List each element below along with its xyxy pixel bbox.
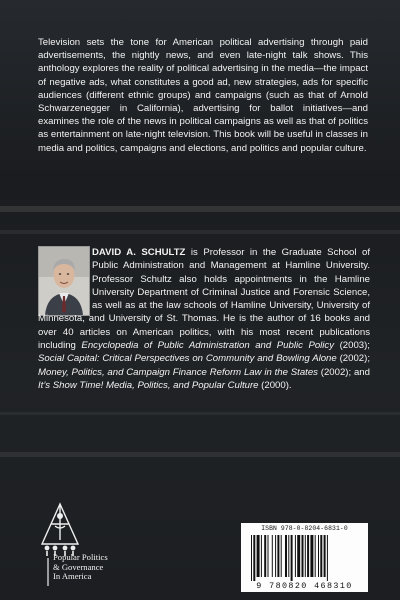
barcode-bar — [291, 535, 293, 581]
barcode-bar — [307, 535, 309, 577]
decorative-stripe — [0, 452, 400, 457]
decorative-stripe — [0, 206, 400, 212]
barcode-bar — [257, 535, 260, 577]
isbn-barcode — [241, 523, 368, 592]
barcode-bar — [277, 535, 279, 577]
barcode-bar — [324, 535, 326, 577]
barcode-bar — [305, 535, 306, 577]
decorative-stripe — [0, 230, 400, 234]
decorative-stripe — [0, 412, 400, 415]
barcode-bar — [253, 535, 255, 581]
book-title: Social Capital: Critical Perspectives on Community and Bowling Alone — [38, 353, 337, 365]
barcode-bar — [320, 535, 322, 577]
author-name: DAVID A. SCHULTZ — [92, 247, 186, 258]
book-description: Television sets the tone for American political advertising through paid advertisements, the nightly news, and even late-night talk shows. This anthology explores the reality of political advertising in the media—the impact of negative ads, what constitutes a good ad, new strategies, ads for specific audiences (different ethnic groups) and campaigns (such as that of Arnold Schwarzenegger in California), advertising for ballot initiatives—and examines the role of the news in political campaigns as well as that of politics as entertainment on late-night television. This book will be useful in classes in media and politics, campaigns and elections, and politics and popular culture. — [38, 37, 368, 154]
barcode-bar — [295, 535, 296, 577]
barcode-bar — [310, 535, 313, 577]
barcode-bar — [281, 535, 282, 577]
barcode-bar — [315, 535, 316, 577]
book-title: Encyclopedia of Public Administration and Public Policy — [81, 340, 335, 352]
book-title: Money, Politics, and Campaign Finance Reform Law in the States — [38, 366, 318, 378]
barcode-bar — [285, 535, 287, 577]
barcode-digits: 9 780820 468310 — [256, 581, 353, 591]
barcode-bar — [297, 535, 300, 577]
series-name: Popular Politics & Governance In America — [53, 552, 108, 582]
barcode-bar — [261, 535, 262, 577]
barcode-bar — [302, 535, 304, 577]
book-title: It’s Show Time! Media, Politics, and Popular Culture — [38, 379, 259, 391]
barcode-bar — [318, 535, 319, 577]
barcode-bar — [327, 535, 328, 581]
isbn-number: ISBN 978-0-8204-6831-0 — [261, 525, 348, 532]
barcode-bar — [288, 535, 289, 577]
barcode-bar — [272, 535, 273, 577]
barcode-bar — [264, 535, 266, 577]
barcode-bar — [251, 535, 252, 581]
author-bio: DAVID A. SCHULTZ is Professor in the Graduate School of Public Administration and Management at Hamline University. Professor Schultz also holds appointments in the Hamline University Department of Criminal Justice and Forensic Science, as well as at the law schools of Hamline University, University of Minnesota, and University of St. Thomas. He is the author of 16 books and over 40 articles on American politics, with his most recent publications including Encyclopedia of Public Administration and Public Policy (2003); Social Capital: Critical Perspectives on Community and Bowling Alone (2002); Money, Politics, and Campaign Finance Reform Law in the States (2002); and It’s Show Time! Media, Politics, and Popular Culture (2000). — [38, 247, 370, 391]
barcode-bar — [268, 535, 269, 577]
barcode-icon — [249, 535, 360, 581]
barcode-bar — [275, 535, 276, 577]
